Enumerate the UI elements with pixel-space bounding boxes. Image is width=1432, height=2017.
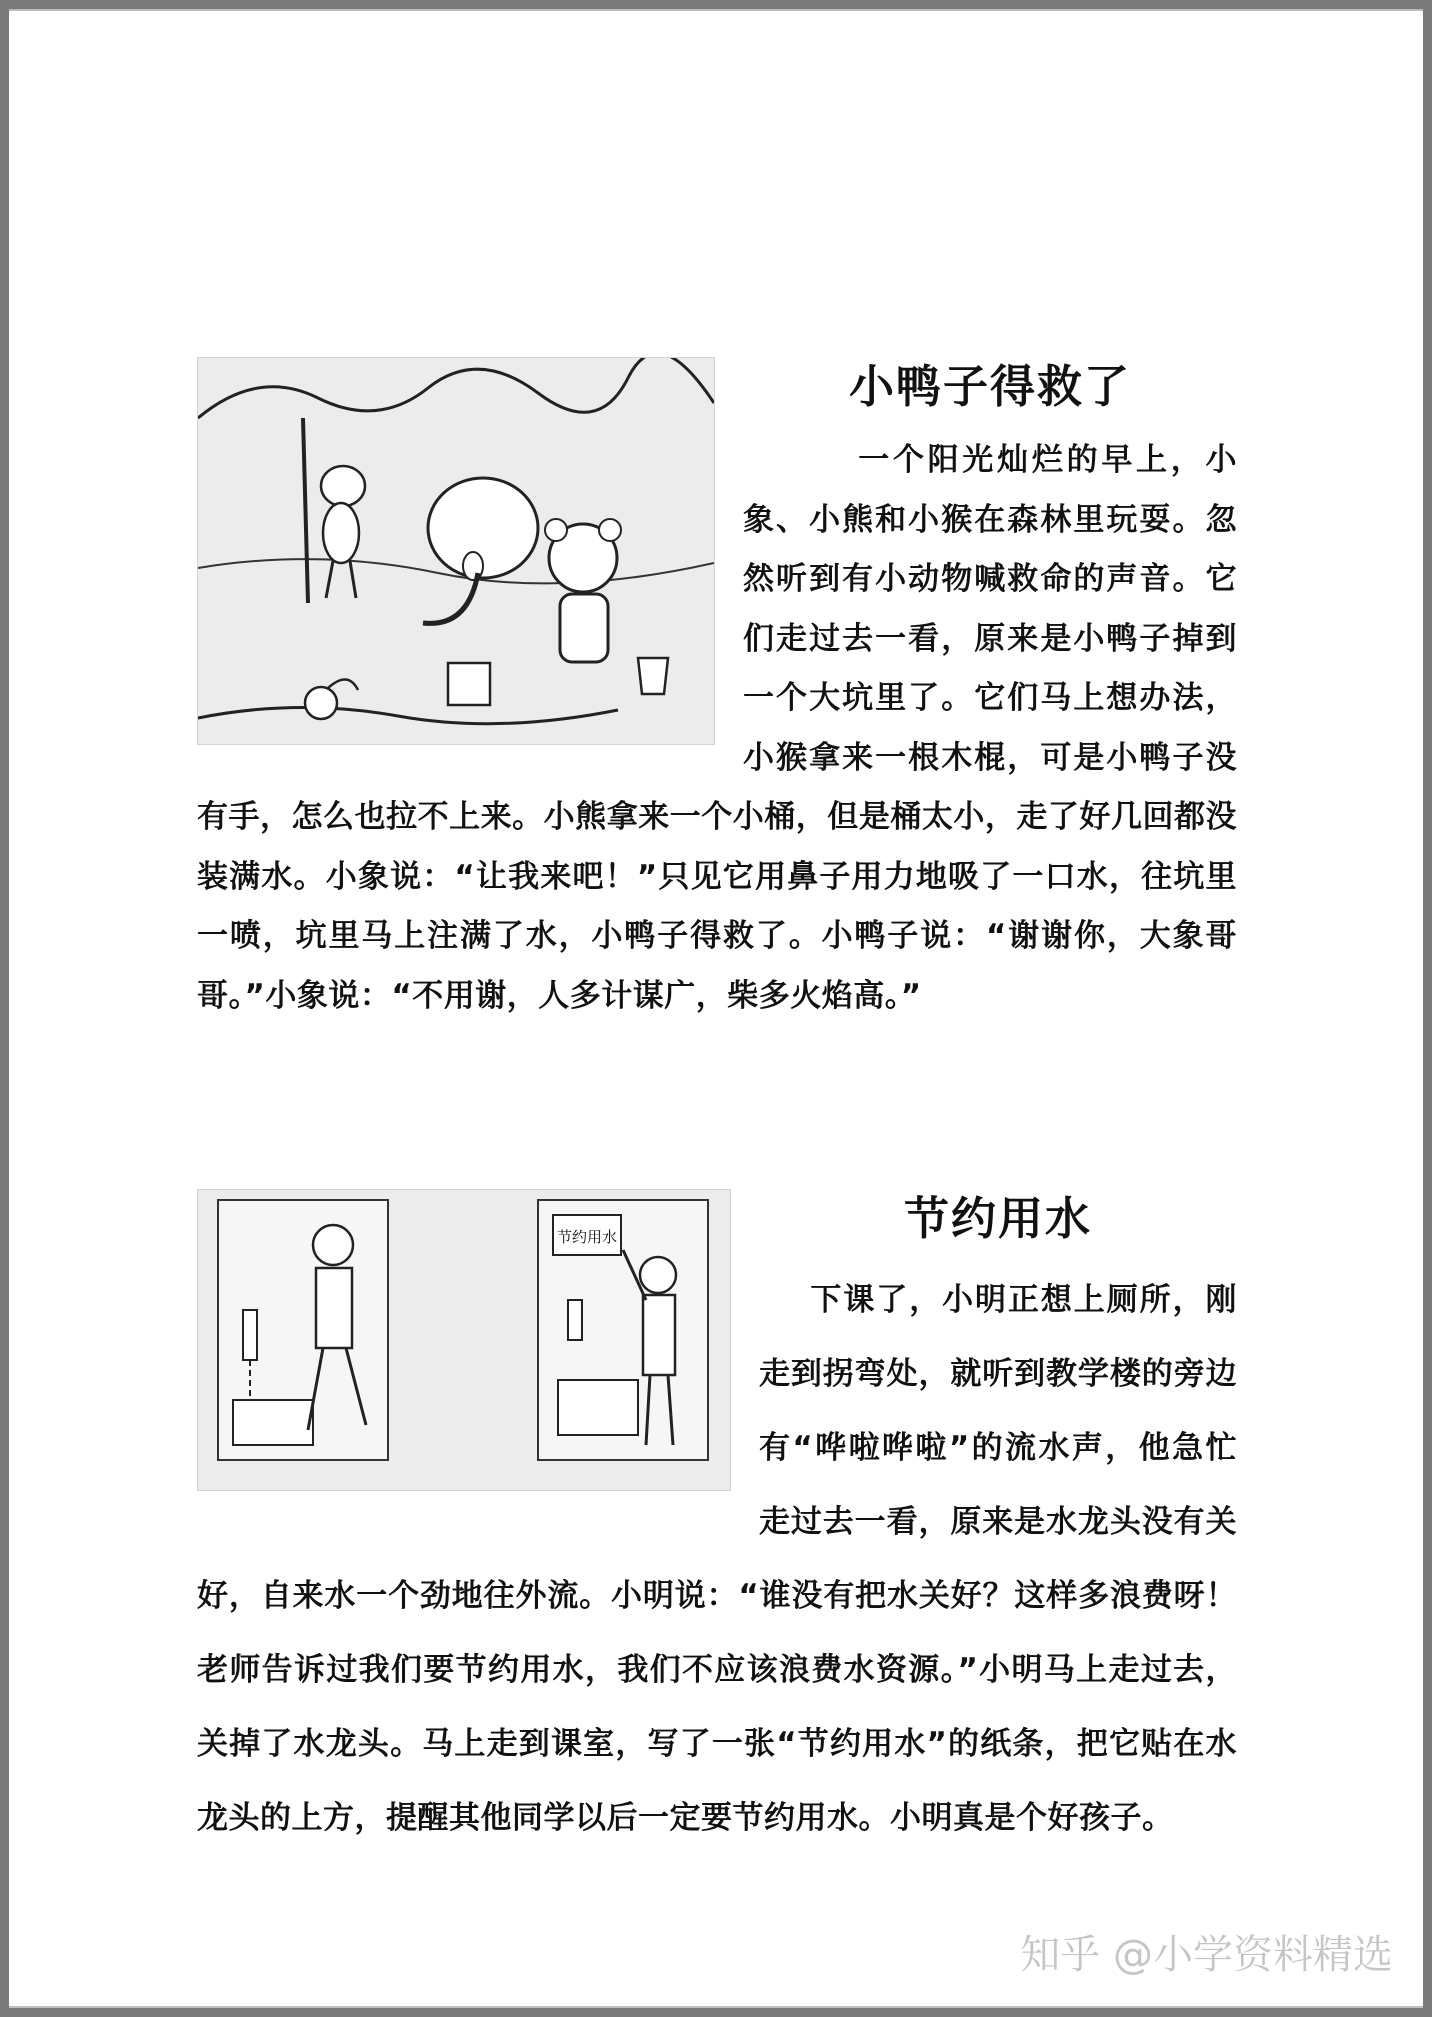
story-title: 小鸭子得救了: [848, 360, 1131, 413]
story-duck-rescued: [197, 357, 1237, 1026]
duck-rescue-illustration: [197, 357, 715, 745]
save-water-illustration: [197, 1189, 731, 1491]
page-top-edge: [9, 9, 1423, 11]
document-page: [9, 9, 1423, 2008]
story-body-text: 一个阳光灿烂的早上，小象、小熊和小猴在森林里玩耍。忽然听到有小动物喊救命的声音。它们走过去一看，原来是小鸭子掉到一个大坑里了。它们马上想办法，小猴拿来一根木棍，可是小鸭子没有手，怎么也拉不上来。小熊拿来一个小桶，但是桶太小，走了好几回都没装满水。小象说：“让我来吧！”只见它用鼻子用力地吸了一口水，往坑里一喷，坑里马上注满了水，小鸭子得救了。小鸭子说：“谢谢你，大象哥哥。”小象说：“不用谢，人多计谋广，柴多火焰高。”: [197, 442, 1237, 1014]
save-water-drawing: [198, 1190, 730, 1490]
sign-note-text: 节约用水: [556, 1228, 618, 1246]
story-title: 节约用水: [903, 1192, 1092, 1245]
story-save-water: [197, 1189, 1237, 1855]
duck-rescue-drawing: [198, 358, 714, 744]
story-body-text: 下课了，小明正想上厕所，刚走到拐弯处，就听到教学楼的旁边有“哗啦哗啦”的流水声，他急忙走过去一看，原来是水龙头没有关好，自来水一个劲地往外流。小明说：“谁没有把水关好？这样多浪费呀！老师告诉过我们要节约用水，我们不应该浪费水资源。”小明马上走过去，关掉了水龙头。马上走到课室，写了一张“节约用水”的纸条，把它贴在水龙头的上方，提醒其他同学以后一定要节约用水。小明真是个好孩子。: [197, 1282, 1237, 1836]
watermark: 知乎 @小学资料精选: [1020, 1932, 1393, 1978]
page-bottom-edge: [9, 2006, 1423, 2008]
